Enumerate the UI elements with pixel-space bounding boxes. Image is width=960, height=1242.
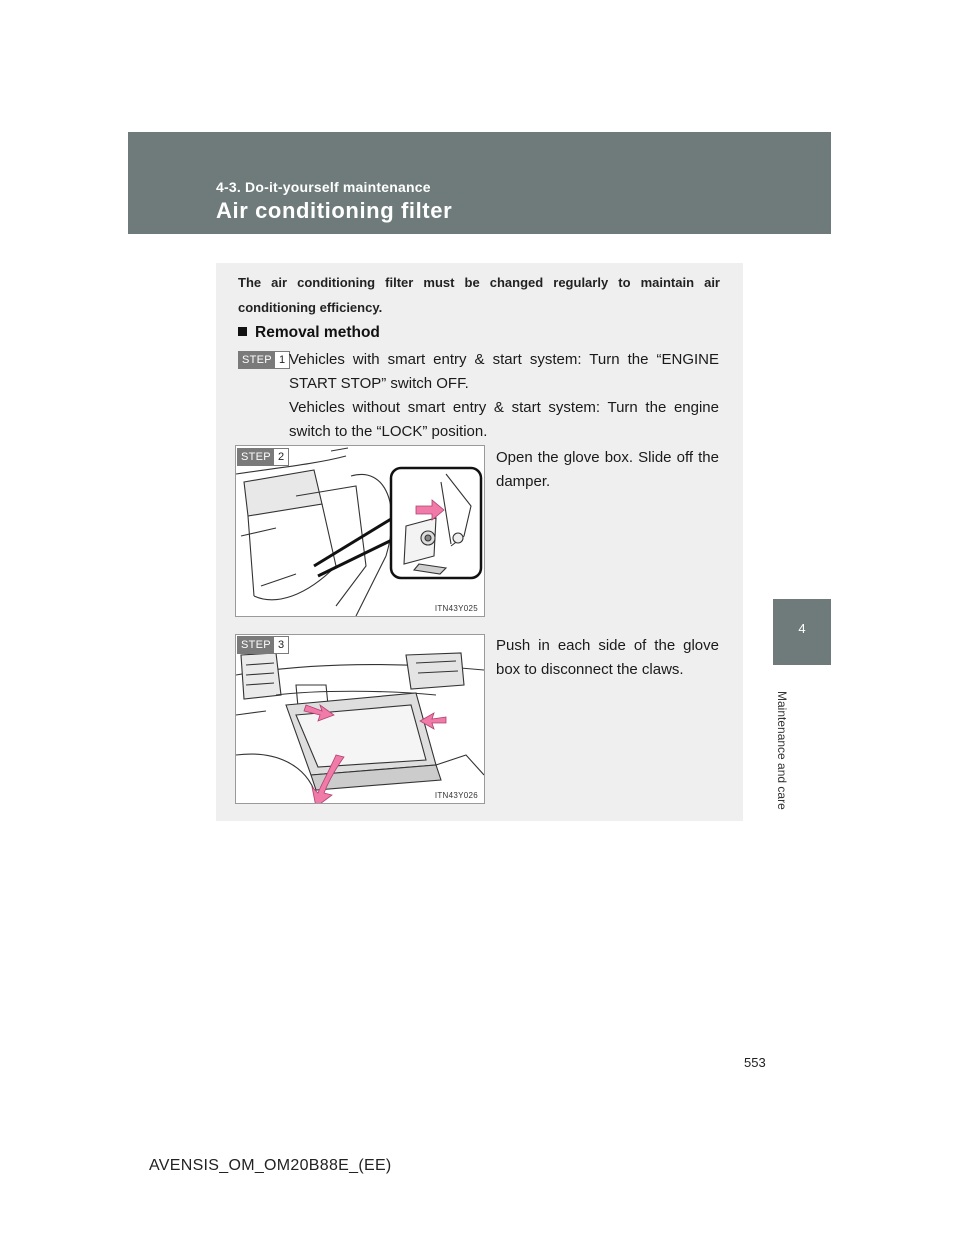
glovebox-damper-illustration: [236, 446, 484, 616]
removal-heading: [238, 324, 380, 342]
step-number: 3: [274, 637, 288, 653]
step-1-text: [289, 348, 719, 444]
page-title: Air conditioning filter: [216, 198, 453, 223]
square-bullet-icon: [238, 327, 247, 336]
step-word: STEP: [238, 449, 274, 465]
step-word: STEP: [239, 352, 275, 368]
removal-heading-text: Removal method: [255, 324, 380, 341]
step-number: 2: [274, 449, 288, 465]
glovebox-claws-illustration: [236, 635, 484, 803]
section-label: 4-3. Do-it-yourself maintenance: [216, 179, 431, 195]
step-1-badge: [238, 351, 290, 369]
glovebox-claws-figure: [235, 634, 485, 804]
figure-code: ITN43Y025: [434, 604, 478, 613]
page-number: 553: [744, 1055, 766, 1070]
step-number: 1: [275, 352, 289, 368]
chapter-label-text: Maintenance and care: [775, 690, 789, 810]
step-1-line-1: Vehicles with smart entry & start system: Turn the “ENGINE START STOP” switch OFF.: [289, 351, 719, 392]
intro-text: The air conditioning filter must be changed regularly to maintain air conditioning efficiency.: [238, 275, 720, 315]
document-id: AVENSIS_OM_OM20B88E_(EE): [149, 1157, 392, 1174]
chapter-tab: 4: [773, 599, 831, 665]
step-3-badge: [237, 636, 289, 654]
figure-code: ITN43Y026: [434, 791, 478, 800]
step-3-text: Push in each side of the glove box to disconnect the claws.: [496, 637, 719, 678]
step-2-text: Open the glove box. Slide off the damper.: [496, 449, 719, 490]
step-1-line-2: Vehicles without smart entry & start system: Turn the engine switch to the “LOCK” position.: [289, 399, 719, 440]
step-word: STEP: [238, 637, 274, 653]
step-2-badge: [237, 448, 289, 466]
glovebox-damper-figure: [235, 445, 485, 617]
chapter-label: [762, 680, 802, 820]
